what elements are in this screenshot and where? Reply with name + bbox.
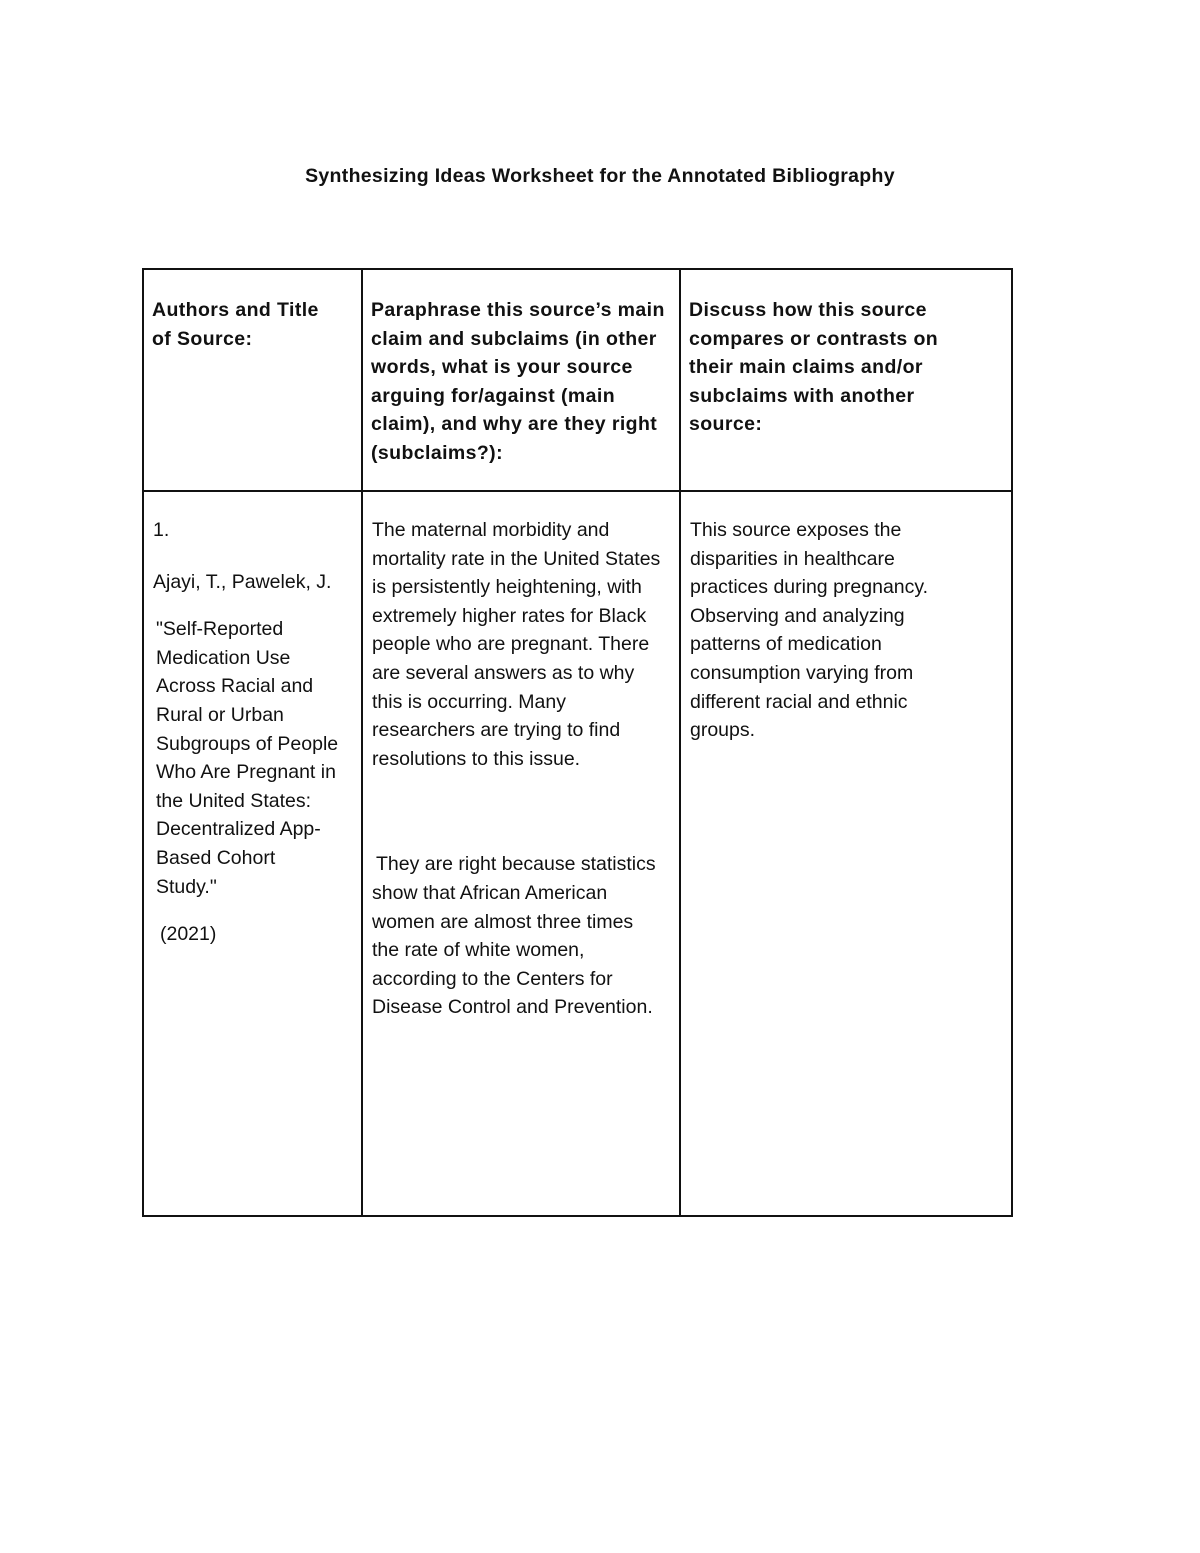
table-row — [143, 491, 1012, 1216]
worksheet-table — [142, 268, 1013, 1217]
header-paraphrase-label: Paraphrase this source’s main claim and subclaims (in other words, what is your source arguing for/against (main claim), and why are they right (subclaims?): — [371, 299, 665, 464]
entry-number: 1. — [153, 519, 170, 541]
table-header-row — [143, 269, 1012, 491]
comparison-text: This source exposes the disparities in healthcare practices during pregnancy. Observing and analyzing patterns of medication consumption varying from different racial and ethnic groups. — [690, 519, 929, 742]
header-compare-contrast-label: Discuss how this source compares or contrasts on their main claims and/or subclaims with another source: — [689, 299, 939, 435]
paraphrase-cell — [362, 491, 680, 1216]
header-paraphrase — [362, 269, 680, 491]
comparison-cell — [680, 491, 1012, 1216]
header-authors-title-label: Authors and Title of Source: — [152, 299, 319, 350]
source-cell — [143, 491, 362, 1216]
source-authors: Ajayi, T., Pawelek, J. — [153, 570, 332, 593]
page-title: Synthesizing Ideas Worksheet for the Annotated Bibliography — [305, 165, 895, 187]
source-year: (2021) — [160, 923, 217, 946]
subclaims-text: They are right because statistics show that African American women are almost three times the rate of white women, according to the Centers for Disease Control and Prevention. — [372, 853, 656, 1019]
header-compare-contrast — [680, 269, 1012, 491]
source-title: "Self-Reported Medication Use Across Racial and Rural or Urban Subgroups of People Who Are Pregnant in the United States: Decentralized App-Based Cohort Study." — [156, 618, 339, 898]
header-authors-title — [143, 269, 362, 491]
main-claim-text: The maternal morbidity and mortality rate in the United States is persistently heightening, with extremely higher rates for Black people who are pregnant. There are several answers as to why this is occurring. Many researchers are trying to find resolutions to this issue. — [372, 519, 661, 770]
